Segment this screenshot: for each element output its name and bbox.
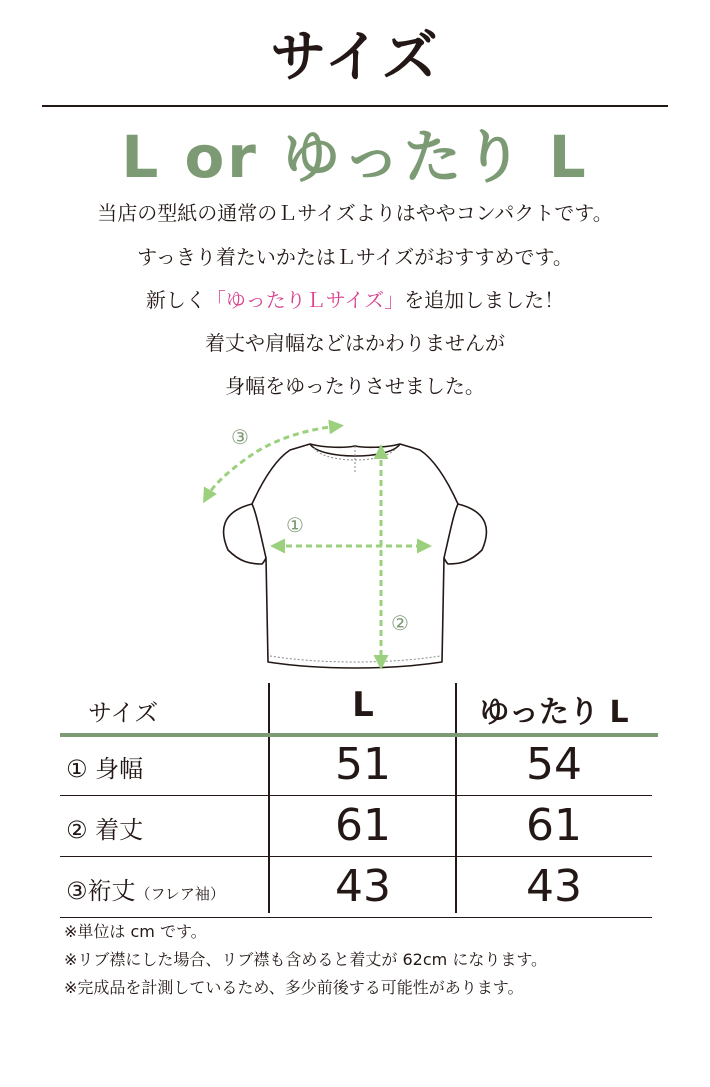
header-loose-l: ゆったり L xyxy=(479,695,629,730)
sleeve-length-arrow xyxy=(206,426,338,498)
title-divider xyxy=(42,105,668,107)
tshirt-outline xyxy=(224,444,487,668)
row-label: ① 身幅 xyxy=(66,755,144,783)
neckline-stitch xyxy=(270,446,440,662)
value-loose-l: 61 xyxy=(526,800,582,851)
header-l: L xyxy=(352,685,374,725)
value-l: 51 xyxy=(335,739,391,790)
description-line-3-post: を追加しました！ xyxy=(404,288,565,312)
page-title: サイズ xyxy=(270,25,440,90)
note-rib-collar: ※リブ襟にした場合、リブ襟も含めると着丈が 62cm になります。 xyxy=(64,950,548,969)
row-label: ② 着丈 xyxy=(66,816,144,844)
note-unit: ※単位は cm です。 xyxy=(64,922,207,941)
table-header-row xyxy=(60,683,652,735)
description-highlight: 「ゆったりＬサイズ」 xyxy=(205,288,405,312)
description-line-1: 当店の型紙の通常のＬサイズよりはややコンパクトです。 xyxy=(97,201,613,225)
row-label-note: （フレア袖） xyxy=(135,885,225,903)
size-table xyxy=(60,683,652,918)
header-size: サイズ xyxy=(88,699,159,727)
marker-2: ② xyxy=(391,611,409,635)
row-label-text: ③裄丈 xyxy=(66,877,136,905)
description-line-3 xyxy=(0,285,710,315)
table-row xyxy=(60,857,652,918)
description-line-4: 着丈や肩幅などはかわりませんが xyxy=(205,331,505,355)
garment-diagram xyxy=(190,412,510,682)
description-line-5: 身幅をゆったりさせました。 xyxy=(225,374,485,398)
value-loose-l: 43 xyxy=(526,861,582,912)
value-l: 61 xyxy=(335,800,391,851)
marker-3: ③ xyxy=(231,425,249,449)
value-loose-l: 54 xyxy=(526,739,582,790)
marker-1: ① xyxy=(286,513,304,537)
value-l: 43 xyxy=(335,861,391,912)
note-measurement: ※完成品を計測しているため、多少前後する可能性があります。 xyxy=(64,978,524,997)
description-line-3-pre: 新しく xyxy=(145,288,206,312)
size-subtitle: L or ゆったり L xyxy=(121,123,589,191)
table-row xyxy=(60,796,652,857)
table-row xyxy=(60,735,652,796)
row-label xyxy=(66,871,225,906)
description-line-2: すっきり着たいかたはＬサイズがおすすめです。 xyxy=(137,245,573,269)
